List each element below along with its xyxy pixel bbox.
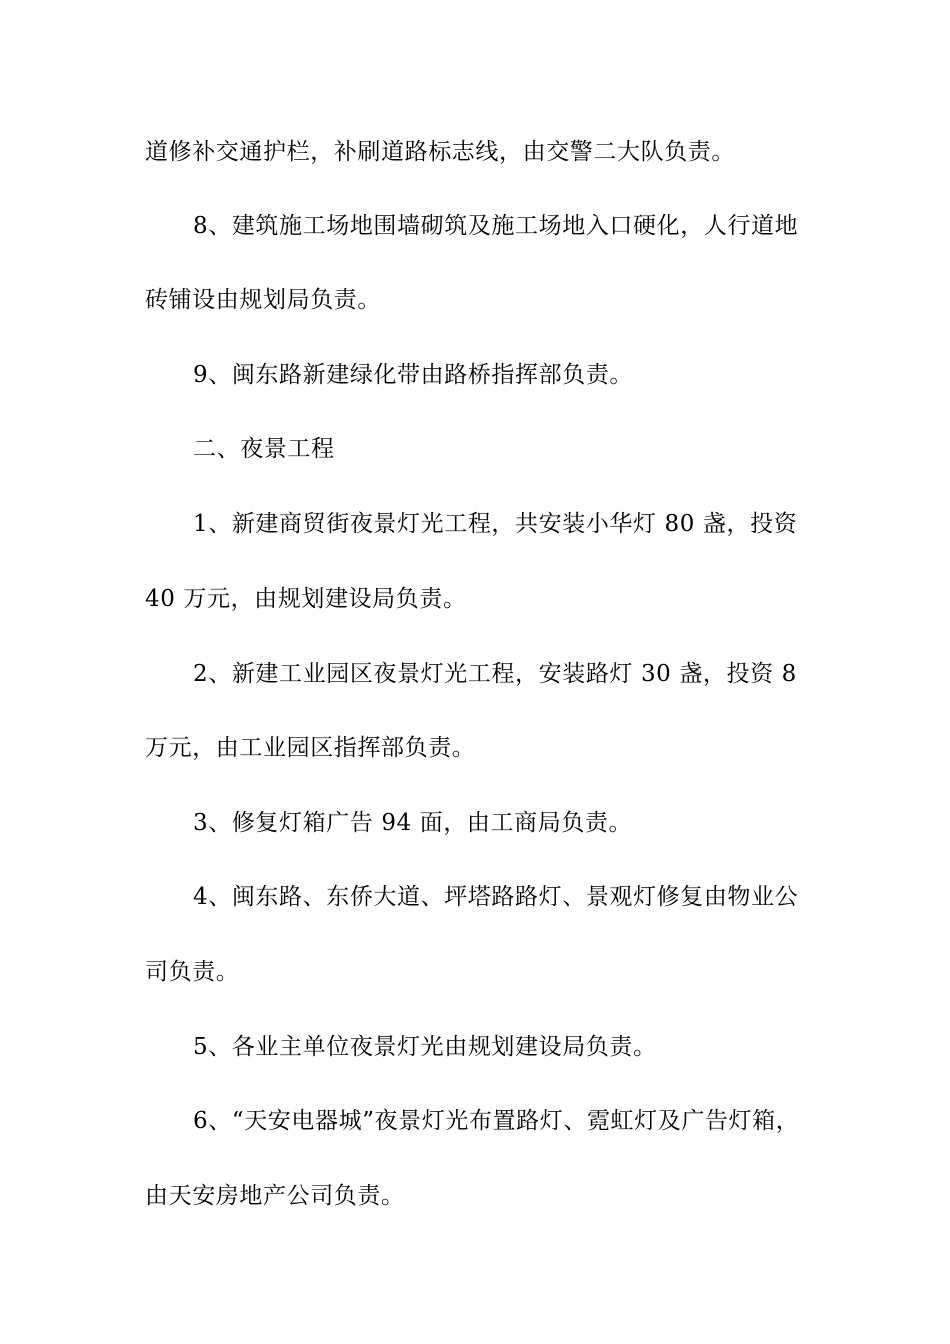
paragraph-line: 砖铺设由规划局负责。 <box>145 287 381 313</box>
paragraph-line: 3、修复灯箱广告 94 面，由工商局负责。 <box>193 810 633 836</box>
paragraph-line: 9、闽东路新建绿化带由路桥指挥部负责。 <box>193 362 634 388</box>
paragraph-line: 司负责。 <box>145 959 240 985</box>
paragraph-line: 40 万元，由规划建设局负责。 <box>145 586 467 612</box>
paragraph-line: 道修补交通护栏，补刷道路标志线，由交警二大队负责。 <box>145 139 735 165</box>
paragraph-line: 2、新建工业园区夜景灯光工程，安装路灯 30 盏，投资 8 <box>193 661 797 687</box>
paragraph-line: 由天安房地产公司负责。 <box>145 1183 405 1209</box>
paragraph-line: 6、“天安电器城”夜景灯光布置路灯、霓虹灯及广告灯箱， <box>193 1108 800 1134</box>
paragraph-line: 万元，由工业园区指挥部负责。 <box>145 735 476 761</box>
paragraph-line: 8、建筑施工场地围墙砌筑及施工场地入口硬化，人行道地 <box>193 213 799 239</box>
section-heading: 二、夜景工程 <box>193 436 335 462</box>
paragraph-line: 5、各业主单位夜景灯光由规划建设局负责。 <box>193 1034 657 1060</box>
paragraph-line: 4、闽东路、东侨大道、坪塔路路灯、景观灯修复由物业公 <box>193 884 799 910</box>
paragraph-line: 1、新建商贸街夜景灯光工程，共安装小华灯 80 盏，投资 <box>193 511 798 537</box>
